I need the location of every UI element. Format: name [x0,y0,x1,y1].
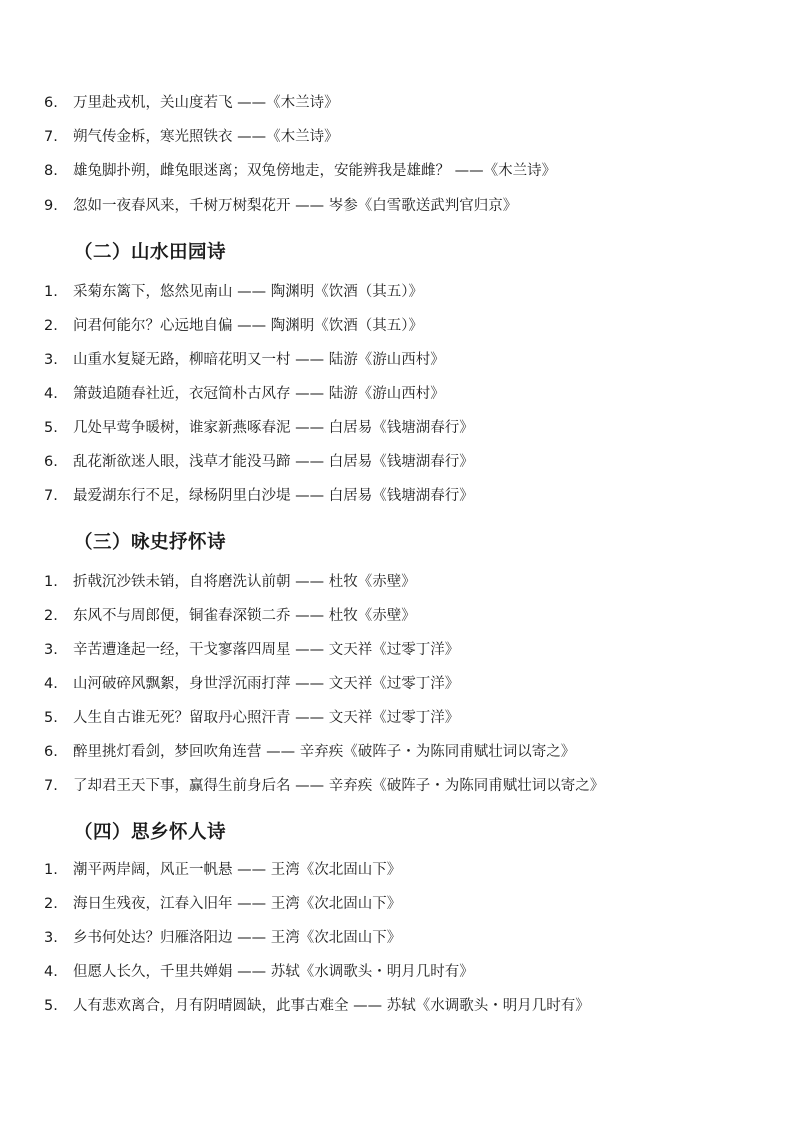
item-number: 5. [44,420,58,436]
poem-line: 万里赴戎机，关山度若飞 ——《木兰诗》 [73,95,339,111]
list-item [44,893,401,915]
item-number: 1. [44,284,58,300]
list-item [44,995,590,1017]
item-number: 6. [44,95,58,111]
item-number: 7. [44,129,58,145]
list-item [44,160,556,182]
section-heading: （三）咏史抒怀诗 [74,532,227,553]
poem-line: 醉里挑灯看剑，梦回吹角连营 —— 辛弃疾《破阵子・为陈同甫赋壮词以寄之》 [73,744,576,760]
list-item [44,741,575,763]
poem-line: 东风不与周郎便，铜雀春深锁二乔 —— 杜牧《赤壁》 [73,608,416,624]
list-item [44,605,416,627]
list-item [44,859,401,881]
item-number: 5. [44,710,58,726]
list-item [44,775,604,797]
poem-line: 问君何能尔？心远地自偏 —— 陶渊明《饮酒（其五）》 [73,318,423,334]
poem-line: 海日生残夜，江春入旧年 —— 王湾《次北固山下》 [73,896,402,912]
item-number: 6. [44,744,58,760]
item-number: 2. [44,896,58,912]
poem-line: 辛苦遭逢起一经，干戈寥落四周星 —— 文天祥《过零丁洋》 [73,642,460,658]
item-number: 4. [44,964,58,980]
item-number: 1. [44,862,58,878]
list-item [44,92,339,114]
list-item [44,417,474,439]
item-number: 4. [44,676,58,692]
poem-line: 乡书何处达？归雁洛阳边 —— 王湾《次北固山下》 [73,930,402,946]
poem-line: 人有悲欢离合，月有阴晴圆缺，此事古难全 —— 苏轼《水调歌头・明月几时有》 [73,998,590,1014]
list-item [44,383,445,405]
poem-line: 折戟沉沙铁未销，自将磨洗认前朝 —— 杜牧《赤壁》 [73,574,416,590]
item-number: 3. [44,352,58,368]
poem-line: 采菊东篱下，悠然见南山 —— 陶渊明《饮酒（其五）》 [73,284,423,300]
list-item [44,571,416,593]
poem-line: 朔气传金柝，寒光照铁衣 ——《木兰诗》 [73,129,339,145]
item-number: 2. [44,608,58,624]
list-item [44,927,401,949]
list-item [44,485,474,507]
item-number: 1. [44,574,58,590]
item-number: 2. [44,318,58,334]
poem-line: 人生自古谁无死？留取丹心照汗青 —— 文天祥《过零丁洋》 [73,710,460,726]
item-number: 7. [44,488,58,504]
poem-line: 最爱湖东行不足，绿杨阴里白沙堤 —— 白居易《钱塘湖春行》 [73,488,474,504]
item-number: 7. [44,778,58,794]
poem-line: 但愿人长久，千里共婵娟 —— 苏轼《水调歌头・明月几时有》 [73,964,474,980]
item-number: 3. [44,930,58,946]
list-item [44,315,423,337]
list-item [44,639,459,661]
poem-line: 山重水复疑无路，柳暗花明又一村 —— 陆游《游山西村》 [73,352,445,368]
section-heading: （四）思乡怀人诗 [74,822,227,843]
list-item [44,961,474,983]
item-number: 9. [44,198,58,214]
item-number: 3. [44,642,58,658]
item-number: 5. [44,998,58,1014]
item-number: 6. [44,454,58,470]
section-heading: （二）山水田园诗 [74,242,227,263]
list-item [44,126,339,148]
poem-line: 忽如一夜春风来，千树万树梨花开 —— 岑参《白雪歌送武判官归京》 [73,198,518,214]
list-item [44,673,459,695]
poem-line: 箫鼓追随春社近，衣冠简朴古风存 —— 陆游《游山西村》 [73,386,445,402]
poem-line: 几处早莺争暖树，谁家新燕啄春泥 —— 白居易《钱塘湖春行》 [73,420,474,436]
poem-line: 山河破碎风飘絮，身世浮沉雨打萍 —— 文天祥《过零丁洋》 [73,676,460,692]
poem-line: 乱花渐欲迷人眼，浅草才能没马蹄 —— 白居易《钱塘湖春行》 [73,454,474,470]
list-item [44,707,459,729]
list-item [44,195,517,217]
poem-line: 雄兔脚扑朔，雌兔眼迷离；双兔傍地走，安能辨我是雄雌？ ——《木兰诗》 [73,163,557,179]
poem-line: 潮平两岸阔，风正一帆悬 —— 王湾《次北固山下》 [73,862,402,878]
item-number: 4. [44,386,58,402]
poem-line: 了却君王天下事，赢得生前身后名 —— 辛弃疾《破阵子・为陈同甫赋壮词以寄之》 [73,778,605,794]
list-item [44,281,423,303]
item-number: 8. [44,163,58,179]
list-item [44,451,474,473]
list-item [44,349,445,371]
